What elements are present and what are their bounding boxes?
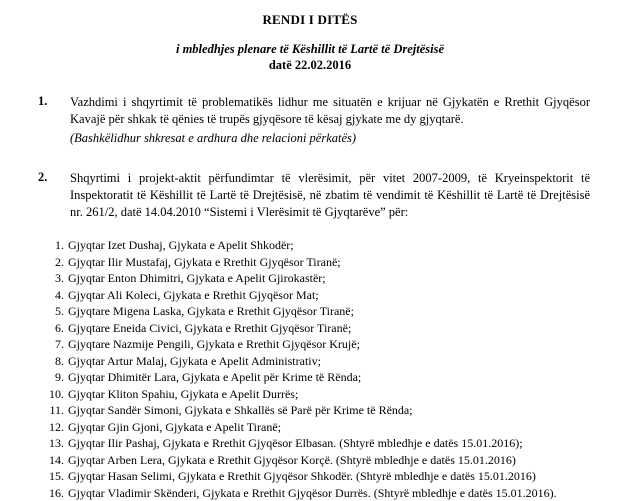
list-item-text: Gjyqtar Arben Lera, Gjykata e Rrethit Gjyqësor Korçë. (Shtyrë mbledhje e datës 15.01.2016): [68, 453, 516, 467]
list-item: [44, 386, 557, 403]
list-item-text: Gjyqtar Gjin Gjoni, Gjykata e Apelit Tiranë;: [68, 420, 281, 434]
section-2-number: 2.: [38, 170, 47, 185]
list-item-number: 8.: [44, 353, 64, 370]
list-item-number: 11.: [44, 402, 64, 419]
list-item: [44, 320, 557, 337]
list-item: [44, 270, 557, 287]
list-item-number: 4.: [44, 287, 64, 304]
section-1-number: 1.: [38, 94, 47, 109]
list-item: [44, 419, 557, 436]
section-1-note: (Bashkëlidhur shkresat e ardhura dhe relacioni përkatës): [70, 131, 356, 146]
list-item-text: Gjyqtare Migena Laska, Gjykata e Rrethit Gjyqësor Tiranë;: [68, 304, 354, 318]
list-item-text: Gjyqtar Ilir Pashaj, Gjykata e Rrethit Gjyqësor Elbasan. (Shtyrë mbledhje e datës 15.01.2016);: [68, 436, 523, 450]
list-item: [44, 435, 557, 452]
list-item: [44, 402, 557, 419]
list-item-text: Gjyqtar Kliton Spahiu, Gjykata e Apelit Durrës;: [68, 387, 298, 401]
list-item-text: Gjyqtar Ali Koleci, Gjykata e Rrethit Gjyqësor Mat;: [68, 288, 319, 302]
list-item-number: 1.: [44, 237, 64, 254]
list-item: [44, 485, 557, 501]
list-item-text: Gjyqtare Eneida Civici, Gjykata e Rrethit Gjyqësor Tiranë;: [68, 321, 351, 335]
list-item: [44, 254, 557, 271]
list-item-number: 14.: [44, 452, 64, 469]
list-item-text: Gjyqtar Vladimir Skënderi, Gjykata e Rrethit Gjyqësor Durrës. (Shtyrë mbledhje e datës 15.01.2016).: [68, 486, 557, 500]
list-item-number: 12.: [44, 419, 64, 436]
list-item-text: Gjyqtar Dhimitër Lara, Gjykata e Apelit për Krime të Rënda;: [68, 370, 361, 384]
document-subtitle: i mbledhjes plenare të Këshillit të Lartë të Drejtësisë: [0, 42, 620, 57]
list-item-text: Gjyqtar Enton Dhimitri, Gjykata e Apelit Gjirokastër;: [68, 271, 326, 285]
list-item-number: 15.: [44, 468, 64, 485]
list-item-text: Gjyqtar Sandër Simoni, Gjykata e Shkallës së Parë për Krime të Rënda;: [68, 403, 413, 417]
list-item: [44, 452, 557, 469]
list-item-text: Gjyqtare Nazmije Pengili, Gjykata e Rrethit Gjyqësor Krujë;: [68, 337, 360, 351]
list-item-number: 7.: [44, 336, 64, 353]
list-item-number: 9.: [44, 369, 64, 386]
list-item-number: 3.: [44, 270, 64, 287]
list-item: [44, 336, 557, 353]
section-1-text: Vazhdimi i shqyrtimit të problematikës lidhur me situatën e krijuar në Gjykatën e Rrethit Gjyqësor Kavajë për shkak të qënies të trupës gjyqësore të kësaj gjykate me dy gjyqtarë.: [70, 94, 590, 128]
list-item: [44, 303, 557, 320]
document-title: RENDI I DITËS: [0, 12, 620, 28]
list-item-number: 13.: [44, 435, 64, 452]
list-item-number: 2.: [44, 254, 64, 271]
section-2-text: Shqyrtimi i projekt-aktit përfundimtar të vlerësimit, për vitet 2007-2009, të Kryeinspektorit të Inspektoratit të Këshillit të Lartë të Drejtësisë, në zbatim të vendimit të Këshillit të Lartë të Drejtësisë nr. 261/2, datë 14.04.2010 “Sistemi i Vlerësimit të Gjyqtarëve” për:: [70, 170, 590, 221]
list-item-text: Gjyqtar Artur Malaj, Gjykata e Apelit Administrativ;: [68, 354, 321, 368]
list-item: [44, 287, 557, 304]
list-item-number: 6.: [44, 320, 64, 337]
list-item-number: 16.: [44, 485, 64, 501]
list-item-text: Gjyqtar Ilir Mustafaj, Gjykata e Rrethit Gjyqësor Tiranë;: [68, 255, 341, 269]
judges-list: [44, 237, 557, 501]
document-date: datë 22.02.2016: [0, 58, 620, 73]
list-item-number: 10.: [44, 386, 64, 403]
list-item-text: Gjyqtar Izet Dushaj, Gjykata e Apelit Shkodër;: [68, 238, 294, 252]
list-item: [44, 369, 557, 386]
list-item: [44, 468, 557, 485]
list-item: [44, 353, 557, 370]
list-item-number: 5.: [44, 303, 64, 320]
list-item: [44, 237, 557, 254]
list-item-text: Gjyqtar Hasan Selimi, Gjykata e Rrethit Gjyqësor Shkodër. (Shtyrë mbledhje e datës 15.01.2016): [68, 469, 536, 483]
